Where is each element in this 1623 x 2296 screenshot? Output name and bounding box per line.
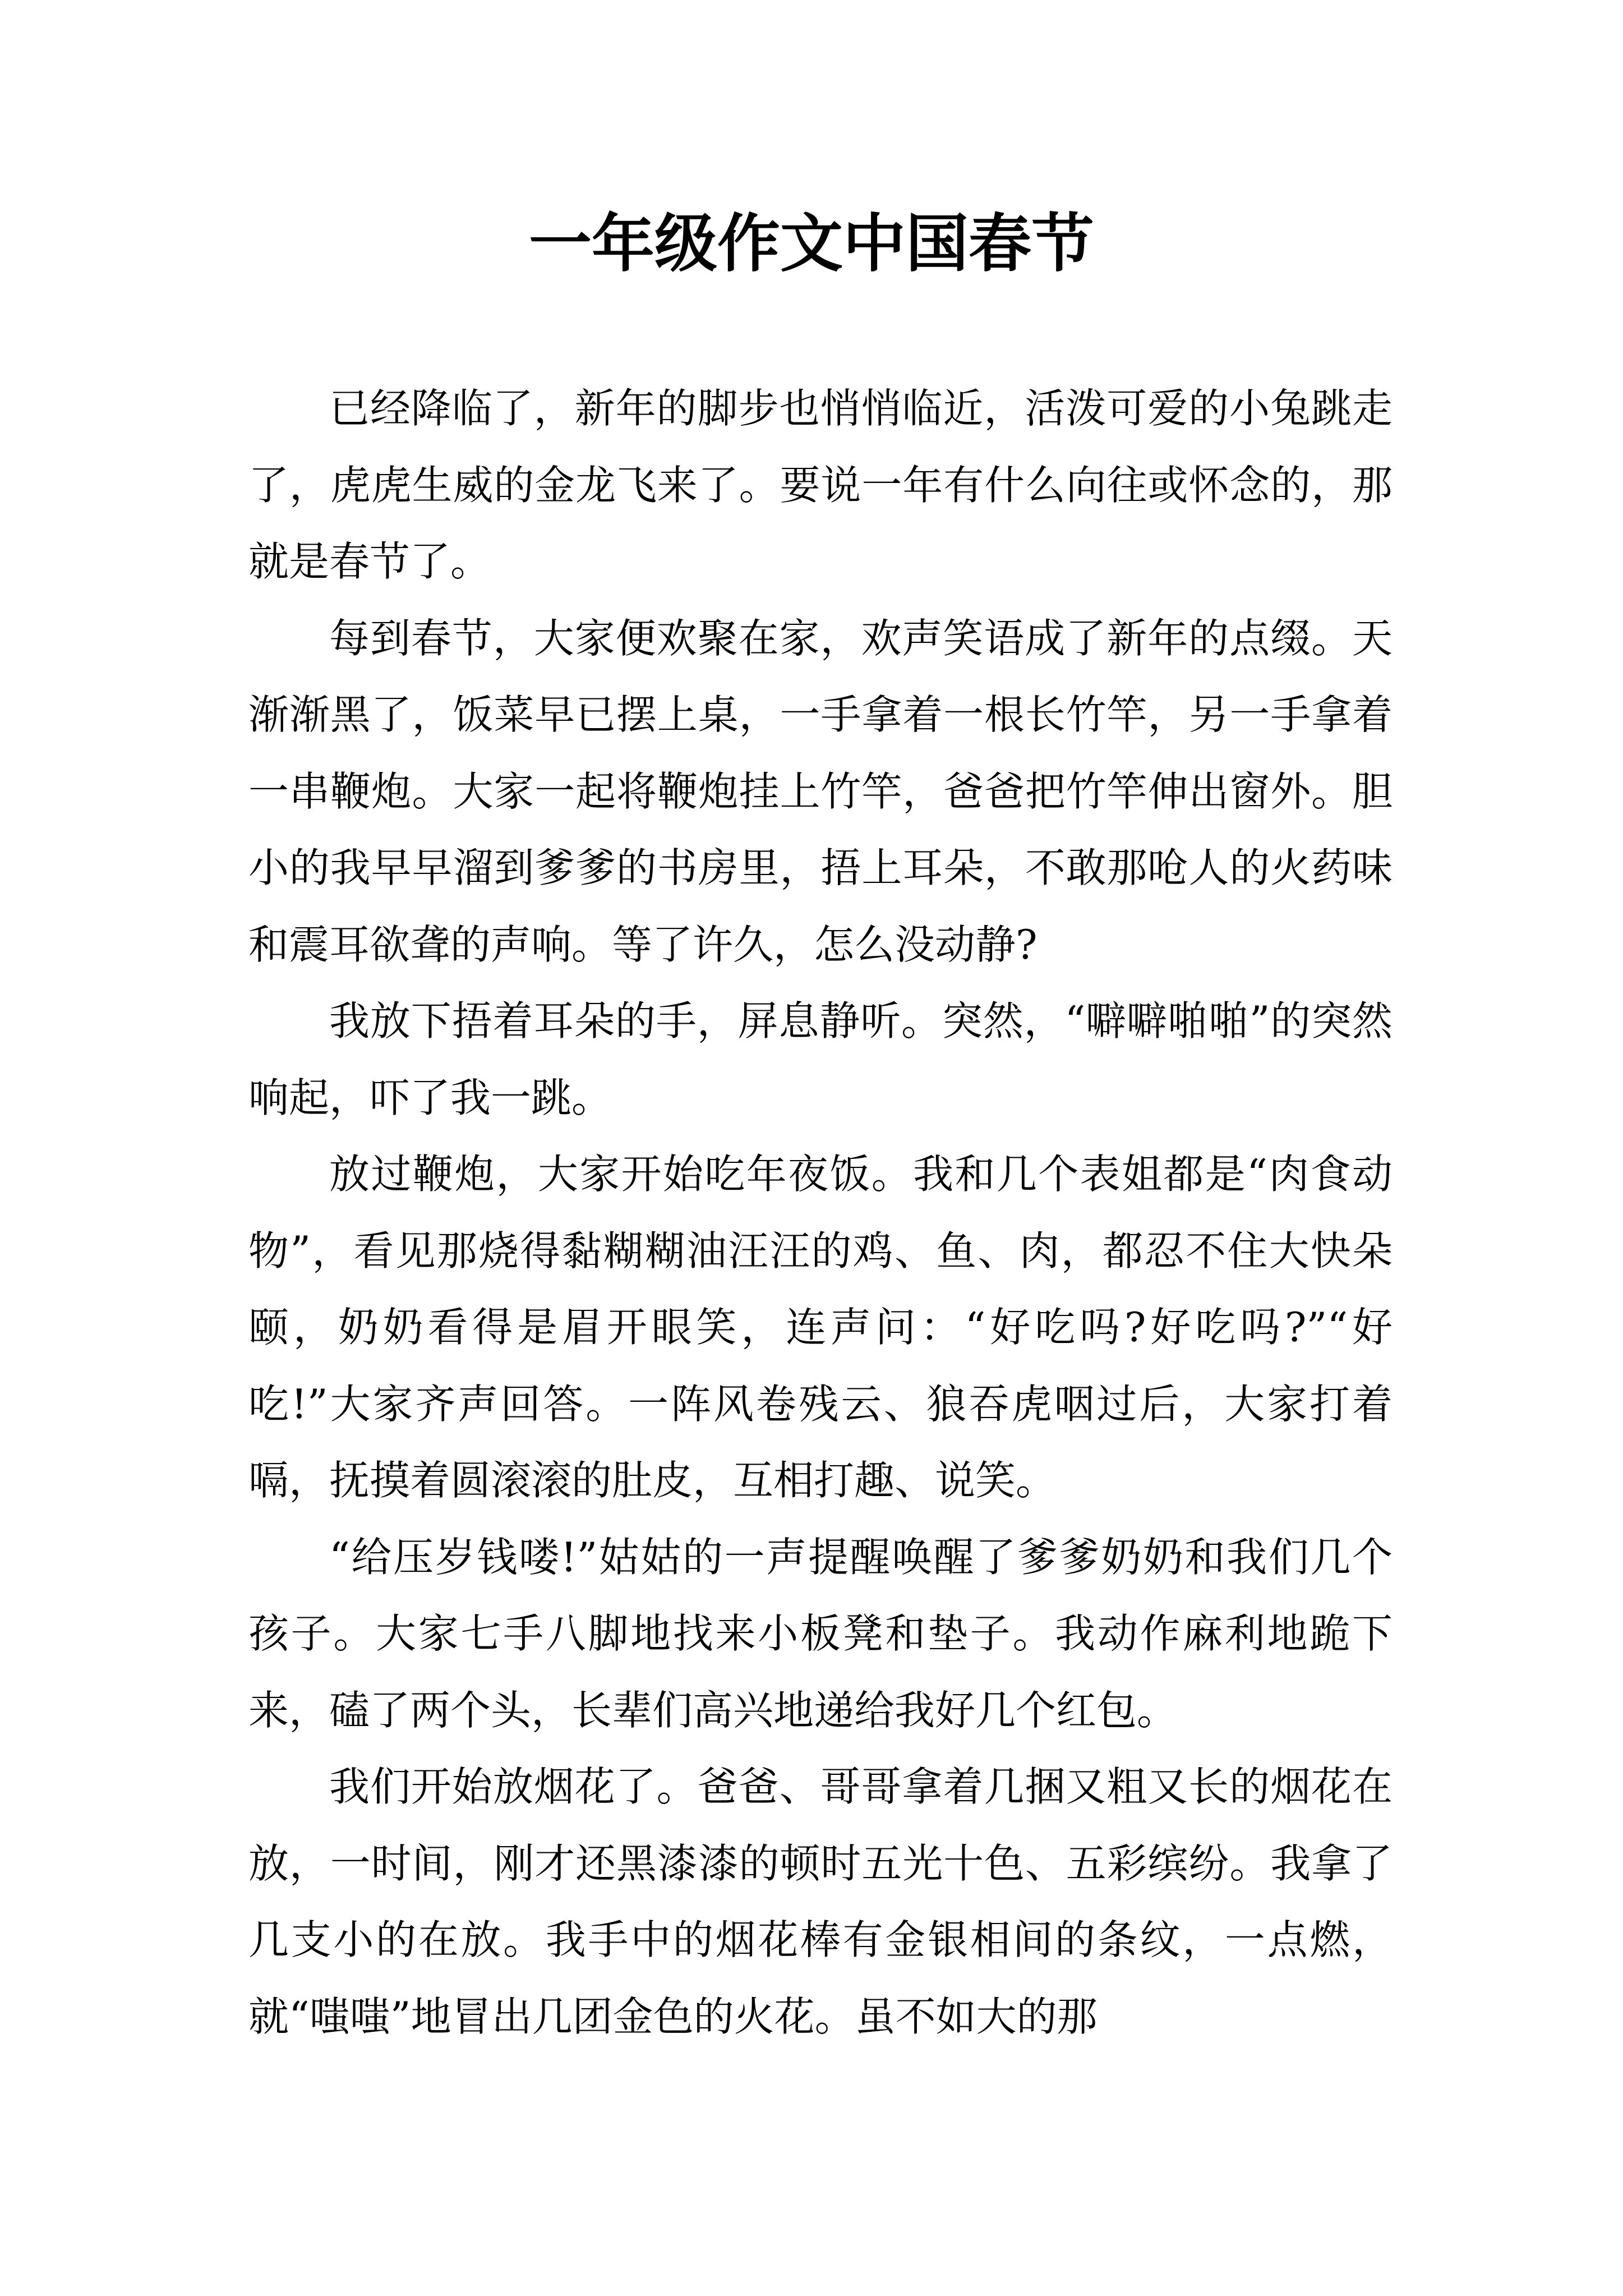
paragraph-4: 放过鞭炮，大家开始吃年夜饭。我和几个表姐都是“肉食动物”，看见那烧得黏糊糊油汪汪的鸡、鱼、肉，都忍不住大快朵颐，奶奶看得是眉开眼笑，连声问：“好吃吗?好吃吗?”“好吃!”大家齐声回答。一阵风卷残云、狼吞虎咽过后，大家打着嗝，抚摸着圆滚滚的肚皮，互相打趣、说笑。 xyxy=(248,1151,1393,1504)
paragraph-5: “给压岁钱喽!”姑姑的一声提醒唤醒了爹爹奶奶和我们几个孩子。大家七手八脚地找来小板凳和垫子。我动作麻利地跪下来，磕了两个头，长辈们高兴地递给我好几个红包。 xyxy=(248,1533,1393,1734)
paragraph-1: 已经降临了，新年的脚步也悄悄临近，活泼可爱的小兔跳走了，虎虎生威的金龙飞来了。要说一年有什么向往或怀念的，那就是春节了。 xyxy=(248,385,1393,585)
paragraph-3: 我放下捂着耳朵的手，屏息静听。突然，“噼噼啪啪”的突然响起，吓了我一跳。 xyxy=(248,997,1393,1121)
document-body xyxy=(248,370,1393,2055)
paragraph-2: 每到春节，大家便欢聚在家，欢声笑语成了新年的点缀。天渐渐黑了，饭菜早已摆上桌，一手拿着一根长竹竿，另一手拿着一串鞭炮。大家一起将鞭炮挂上竹竿，爸爸把竹竿伸出窗外。胆小的我早早溜到爹爹的书房里，捂上耳朵，不敢那呛人的火药味和震耳欲聋的声响。等了许久，怎么没动静? xyxy=(248,614,1393,968)
paragraph-6: 我们开始放烟花了。爸爸、哥哥拿着几捆又粗又长的烟花在放，一时间，刚才还黑漆漆的顿时五光十色、五彩缤纷。我拿了几支小的在放。我手中的烟花棒有金银相间的条纹，一点燃，就“嗤嗤”地冒出几团金色的火花。虽不如大的那 xyxy=(248,1763,1393,2040)
document-title: 一年级作文中国春节 xyxy=(529,207,1094,280)
